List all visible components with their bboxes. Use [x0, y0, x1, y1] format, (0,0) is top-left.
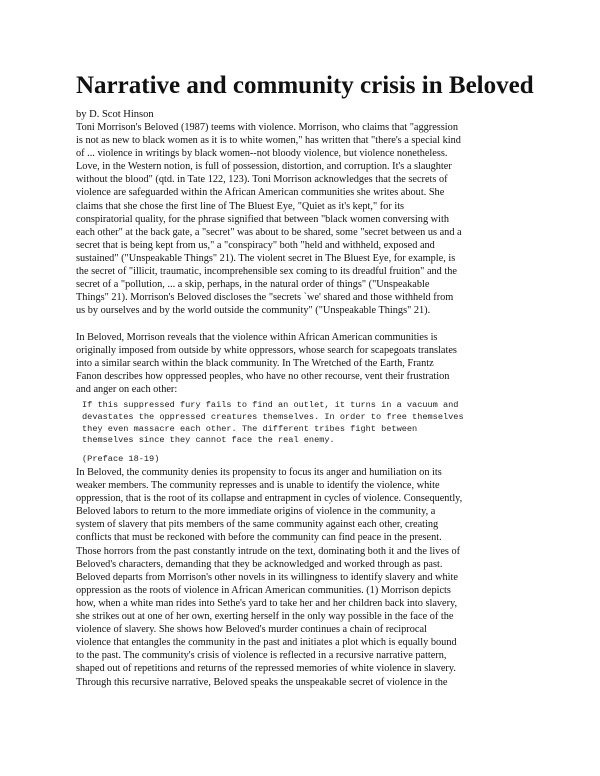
citation-text: (Preface 18-19): [82, 454, 160, 464]
text-line: sustained" ("Unspeakable Things" 21). The violent secret in The Bluest Eye, for example, is: [76, 252, 456, 264]
text-line: violence that entangles the community in the past and initiates a plot which is equally bound: [76, 637, 457, 649]
text-line: violence of slavery. She shows how Beloved's murder continues a chain of reciprocal: [76, 624, 427, 636]
text-line: how, when a white man rides into Sethe's yard to take her and her children back into slavery,: [76, 597, 458, 609]
quote-citation: [82, 454, 552, 466]
paragraph-intro: [76, 121, 546, 317]
text-line: Those horrors from the past constantly intrude on the text, dominating both it and the lives of: [76, 545, 461, 557]
text-line: Fanon describes how oppressed peoples, who have no other recourse, vent their frustration: [76, 371, 450, 383]
article-title: Narrative and community crisis in Beloved: [76, 72, 534, 99]
text-line: secret that is being kept from us," a "conspiracy" both "held and withheld, exposed and: [76, 239, 435, 251]
text-line: is not as new to black women as it is to white women," has written that "there's a special kind: [76, 135, 461, 147]
text-line: each other" at the back gate, a "secret" was about to be shared, some "secret between us and a: [76, 226, 462, 238]
text-line: oppression, that is the root of its collapse and entrapment in cycles of violence. Consequently,: [76, 493, 463, 505]
text-line: secret of a "pollution, ... a skip, perhaps, in the natural order of things" ("Unspeakable: [76, 279, 430, 291]
text-line: into a similar search within the black community. In The Wretched of the Earth, Frantz: [76, 358, 434, 370]
text-line: Beloved's characters, demanding that they be acknowledged and worked through as past.: [76, 558, 443, 570]
text-line: of ... violence in writings by black women--not bloody violence, but violence nonetheless.: [76, 148, 448, 160]
text-line: she strikes out at one of her own, exerting herself in the only way possible in the face of the: [76, 611, 454, 623]
text-line: weaker members. The community represses and is unable to identify the violence, white: [76, 480, 440, 492]
text-line: oppression as the roots of violence in African American communities. (1) Morrison depicts: [76, 584, 451, 596]
text-line: without the blood" (qtd. in Tate 122, 123). Toni Morrison acknowledges that the secrets of: [76, 174, 448, 186]
author-byline: by D. Scot Hinson: [76, 109, 154, 120]
quote-line: themselves since they cannot face the real enemy.: [82, 435, 335, 446]
block-quote: [82, 400, 552, 447]
text-line: conspiratorial quality, for the phrase signified that between "black women conversing with: [76, 213, 449, 225]
text-line: to the past. The community's crisis of violence is reflected in a recursive narrative pattern,: [76, 650, 447, 662]
quote-line: they even massacre each other. The different tribes fight between: [82, 423, 418, 434]
text-line: Beloved labors to return to the more immediate origins of violence in the community, a: [76, 506, 436, 518]
text-line: Beloved departs from Morrison's other novels in its willingness to identify slavery and white: [76, 571, 458, 583]
text-line: Things" 21). Morrison's Beloved discloses the "secrets `we' shared and those withheld from: [76, 292, 454, 304]
text-line: conflicts that must be reckoned with before the community can find peace in the present.: [76, 532, 442, 544]
text-line: In Beloved, Morrison reveals that the violence within African American communities is: [76, 332, 438, 343]
text-line: originally imposed from outside by white oppressors, whose search for scapegoats translates: [76, 345, 457, 357]
text-line: shaped out of repetitions and returns of the repressed memories of white violence in slavery.: [76, 663, 456, 675]
text-line: and anger on each other:: [76, 384, 178, 396]
text-line: Through this recursive narrative, Beloved speaks the unspeakable secret of violence in the: [76, 676, 448, 688]
text-line: us by ourselves and by the world outside the community" ("Unspeakable Things" 21).: [76, 305, 431, 317]
paragraph-community: [76, 466, 546, 689]
text-line: claims that she chose the first line of The Bluest Eye, "Quiet as it's kept," for its: [76, 200, 405, 212]
text-line: Love, in the Western notion, is full of possession, distortion, and corruption. It's a slaughter: [76, 161, 452, 173]
quote-line: If this suppressed fury fails to find an outlet, it turns in a vacuum and: [82, 400, 459, 410]
quote-line: devastates the oppressed creatures themselves. In order to free themselves: [82, 411, 464, 422]
text-line: In Beloved, the community denies its propensity to focus its anger and humiliation on its: [76, 467, 442, 478]
text-line: the secret of "illicit, traumatic, incomprehensible sex coming to its dreadful fruition" and the: [76, 266, 457, 278]
text-line: system of slavery that pits members of the same community against each other, creating: [76, 519, 439, 531]
paragraph-fanon: [76, 331, 546, 396]
text-line: violence are safeguarded within the African American communities she writes about. She: [76, 187, 445, 199]
text-line: Toni Morrison's Beloved (1987) teems with violence. Morrison, who claims that "aggression: [76, 122, 458, 133]
